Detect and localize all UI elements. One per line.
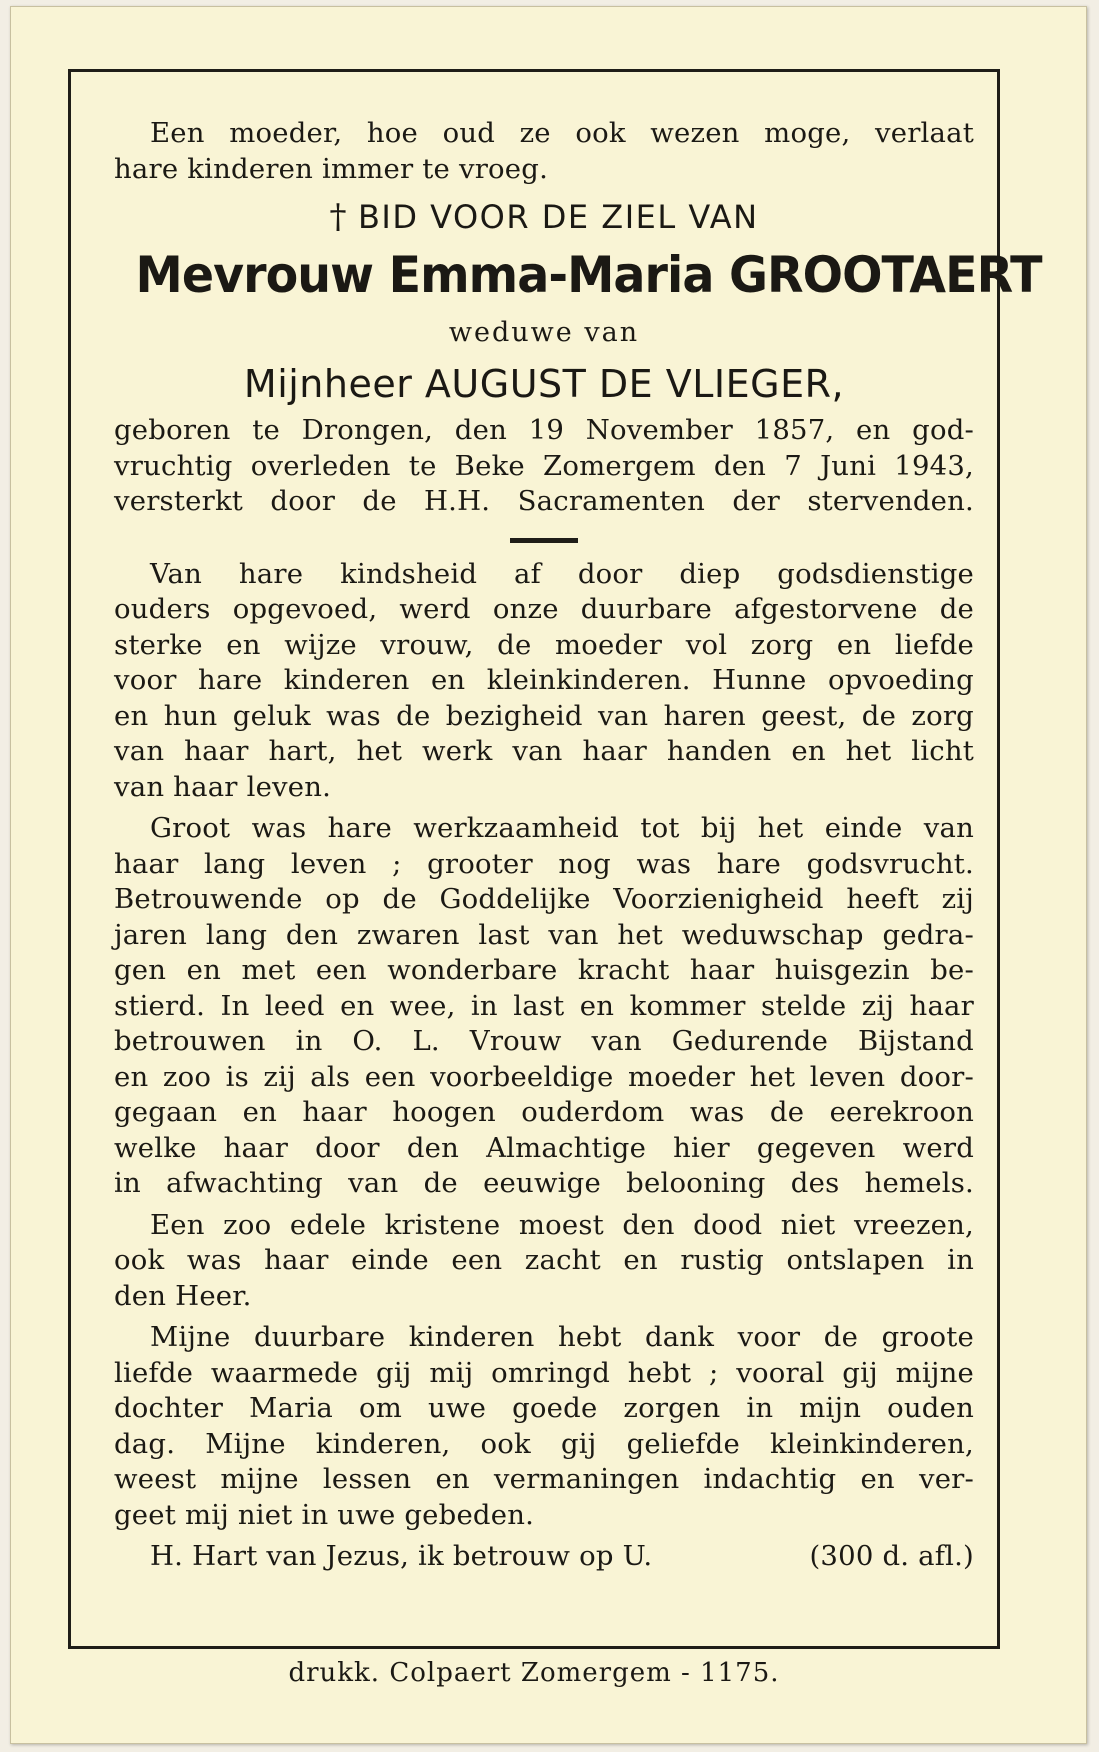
paragraph-line: en zoo is zij als een voorbeeldige moeder het leven door- — [114, 1060, 974, 1093]
paragraph-line: weest mijne lessen en vermaningen indachtig en ver- — [114, 1463, 974, 1495]
paragraph-line: jaren lang den zwaren last van het weduwschap gedra- — [114, 918, 974, 951]
paragraph-death — [114, 1208, 974, 1315]
paragraph-line: geet mij niet in uwe gebeden. — [114, 1498, 535, 1531]
printer-imprint: drukk. Colpaert Zomergem - 1175. — [288, 1658, 780, 1688]
intro-line: Een moeder, hoe oud ze ook wezen moge, verlaat — [150, 117, 974, 149]
intro-line: hare kinderen immer te vroeg. — [114, 152, 549, 185]
prayer-heading: BID VOOR DE ZIEL VAN — [357, 198, 759, 236]
paragraph-line: liefde waarmede gij mij omringd hebt ; vooral gij mijne — [114, 1356, 974, 1389]
paragraph-line: ook was haar einde een zacht en rustig ontslapen in — [114, 1244, 974, 1276]
biography-line: geboren te Drongen, den 19 November 1857, en god- — [114, 414, 974, 446]
paragraph-line: van haar leven. — [114, 770, 332, 803]
closing-prayer: H. Hart van Jezus, ik betrouw op U. — [150, 1540, 653, 1572]
paragraph-line: Groot was hare werkzaamheid tot bij het einde van — [150, 812, 974, 844]
paragraph-farewell — [114, 1320, 974, 1533]
paragraph-diligence — [114, 811, 974, 1202]
paragraph-line: voor hare kinderen en kleinkinderen. Hunne opvoeding — [114, 664, 974, 696]
paragraph-line: Mijne duurbare kinderen hebt dank voor de groote — [150, 1321, 974, 1353]
paragraph-line: dag. Mijne kinderen, ook gij geliefde kleinkinderen, — [114, 1427, 974, 1460]
paragraph-line: Een zoo edele kristene moest den dood niet vreezen, — [150, 1208, 974, 1241]
paragraph-line: dochter Maria om uwe goede zorgen in mijn ouden — [114, 1392, 974, 1424]
paragraph-line: stierd. In leed en wee, in last en kommer stelde zij haar — [114, 989, 974, 1022]
biography-line: vruchtig overleden te Beke Zomergem den 7 Juni 1943, — [114, 449, 974, 482]
paragraph-line: gegaan en haar hoogen ouderdom was de eerekroon — [114, 1096, 974, 1128]
closing-row — [114, 1539, 974, 1575]
paragraph-line: van haar hart, het werk van haar handen en het licht — [114, 735, 974, 767]
paragraph-line: gen en met een wonderbare kracht haar huisgezin be- — [114, 954, 974, 986]
paragraph-line: den Heer. — [114, 1279, 252, 1312]
divider-rule — [510, 538, 578, 543]
indulgence-note: (300 d. afl.) — [809, 1540, 974, 1572]
biography — [114, 413, 974, 520]
paragraph-line: betrouwen in O. L. Vrouw van Gedurende Bijstand — [114, 1025, 974, 1057]
paragraph-line: sterke en wijze vrouw, de moeder vol zorg en liefde — [114, 628, 974, 661]
paragraph-upbringing — [114, 557, 974, 806]
paragraph-line: Betrouwende op de Goddelijke Voorzienigheid heeft zij — [114, 883, 974, 915]
card-text — [114, 116, 1042, 1575]
intro-verse — [114, 116, 974, 187]
widow-of-label: weduwe van — [448, 317, 640, 348]
paragraph-line: in afwachting van de eeuwige belooning des hemels. — [114, 1167, 974, 1199]
deceased-name: Mevrouw Emma-Maria GROOTAERT — [135, 246, 1042, 304]
paragraph-line: en hun geluk was de bezigheid van haren geest, de zorg — [114, 699, 974, 732]
paragraph-line: Van hare kindsheid af door diep godsdienstige — [150, 557, 974, 590]
paragraph-line: ouders opgevoed, werd onze duurbare afgestorvene de — [114, 593, 974, 625]
cross-icon: † — [329, 197, 348, 237]
biography-line: versterkt door de H.H. Sacramenten der stervenden. — [114, 485, 974, 517]
husband-name: Mijnheer AUGUST DE VLIEGER, — [243, 362, 845, 406]
paragraph-line: welke haar door den Almachtige hier gegeven werd — [114, 1131, 974, 1164]
prayer-heading-row — [114, 195, 974, 239]
paragraph-line: haar lang leven ; grooter nog was hare godsvrucht. — [114, 847, 974, 880]
